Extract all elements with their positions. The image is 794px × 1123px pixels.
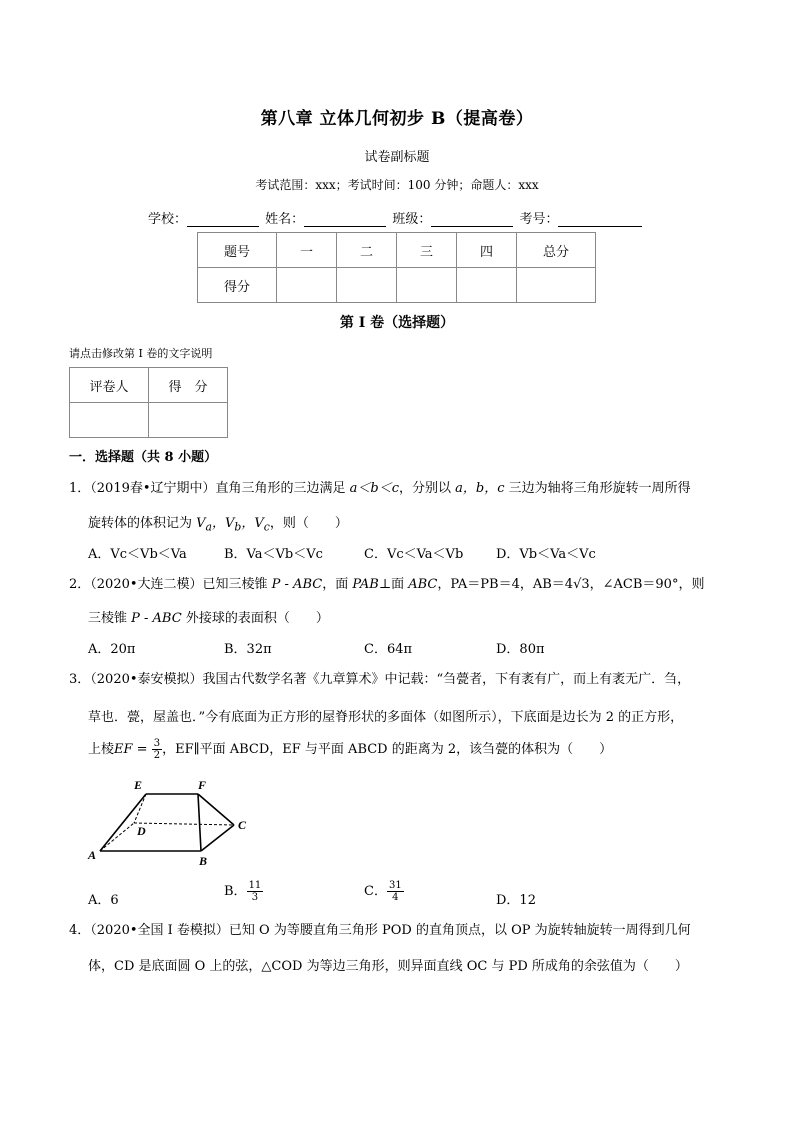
grader-cell[interactable]: [70, 403, 149, 438]
label-f: F: [198, 778, 207, 792]
score-table-header-row: [198, 233, 596, 268]
score-header-cell: 题号: [198, 233, 277, 268]
text: ，面: [322, 577, 353, 592]
math: $V_a$，$V_b$，$V_c$: [196, 516, 270, 534]
question-2-option-b[interactable]: B．32π: [224, 642, 272, 657]
question-3-option-b[interactable]: [224, 880, 263, 903]
score-header-cell: 三: [397, 233, 457, 268]
fraction-3-2: $\frac{3}{2}$: [153, 738, 161, 761]
score-header-cell: 总分: [517, 233, 596, 268]
text: ，PA＝PB＝4，AB＝4√3，∠ACB＝90°，则: [437, 577, 705, 592]
question-2-option-a[interactable]: A．20π: [88, 642, 136, 657]
label-c: C: [238, 818, 247, 832]
math: a＜b＜c: [349, 481, 400, 496]
question-1-line-2: [88, 512, 348, 534]
text: 1．（2019春•辽宁期中）直角三角形的三边满足: [69, 481, 350, 496]
grader-table: [69, 367, 228, 438]
exam-info: 考试范围：xxx；考试时间：100 分钟；命题人：xxx: [255, 178, 539, 192]
question-2-line-1: [69, 577, 704, 593]
question-1-option-a[interactable]: A．Vc＜Vb＜Va: [88, 547, 187, 562]
text: 外接球的表面积（ ）: [181, 611, 329, 626]
fraction-11-3: $\frac{11}{3}$: [248, 880, 262, 903]
text: 旋转体的体积记为: [88, 516, 197, 531]
math: EF: [114, 742, 133, 757]
grade-cell[interactable]: [149, 403, 228, 438]
class-field[interactable]: [431, 212, 513, 227]
polyhedron-figure: [86, 775, 256, 870]
label-b: B: [199, 854, 208, 868]
question-3-line-3: 上棱EF = $\frac{3}{2}$ ，EF∥平面 ABCD，EF 与平面 ABCD 的距离为 2，该刍甍的体积为（ ）: [88, 738, 613, 761]
question-2-option-d[interactable]: D．80π: [496, 642, 545, 657]
math: P - ABC: [271, 577, 323, 592]
edge-ed: [134, 794, 146, 823]
section-title: 第 I 卷（选择题）: [339, 315, 455, 331]
score-cell[interactable]: [397, 268, 457, 303]
score-cell[interactable]: [337, 268, 397, 303]
exam-no-label: 考号：: [519, 212, 559, 227]
edge-bc: [201, 825, 234, 851]
name-label: 姓名：: [265, 212, 305, 227]
school-field[interactable]: [187, 212, 259, 227]
edge-fb: [198, 794, 201, 851]
score-header-cell: 一: [277, 233, 337, 268]
school-label: 学校：: [148, 212, 188, 227]
text: 三边为轴将三角形旋转一周所得: [504, 481, 691, 496]
question-3-option-a[interactable]: A．6: [88, 893, 119, 908]
name-field[interactable]: [304, 212, 386, 227]
math: PAB: [352, 577, 379, 592]
option-letter: B．: [224, 884, 247, 899]
question-3-line-1: 3．（2020•泰安模拟）我国古代数学名著《九章算术》中记载：“刍甍者，下有袤有广，而上有袤无广．刍，: [69, 672, 691, 687]
text: ，分别以: [399, 481, 456, 496]
label-e: E: [134, 778, 143, 792]
question-1-line-1: [69, 481, 691, 497]
question-3-option-c[interactable]: [364, 880, 404, 903]
student-info-line: [148, 208, 644, 227]
question-1-option-b[interactable]: B．Va＜Vb＜Vc: [224, 547, 323, 562]
score-header-cell: 四: [457, 233, 517, 268]
question-2-line-2: [88, 607, 329, 626]
text: 三棱锥: [88, 611, 132, 626]
option-letter: C．: [364, 884, 387, 899]
section-note[interactable]: 请点击修改第 I 卷的文字说明: [69, 347, 213, 360]
score-cell[interactable]: [277, 268, 337, 303]
score-header-cell: 二: [337, 233, 397, 268]
question-1-option-c[interactable]: C．Vc＜Va＜Vb: [364, 547, 464, 562]
text: ，则（ ）: [269, 516, 348, 531]
page-subtitle: 试卷副标题: [364, 150, 430, 165]
grader-label: 评卷人: [70, 368, 149, 403]
question-3-option-d[interactable]: D．12: [496, 893, 536, 908]
question-1-option-d[interactable]: D．Vb＜Va＜Vc: [496, 547, 596, 562]
part-title: 一．选择题（共 8 小题）: [69, 450, 218, 465]
page-title: 第八章 立体几何初步 B（提高卷）: [260, 109, 534, 129]
score-cell[interactable]: [517, 268, 596, 303]
score-cell[interactable]: [457, 268, 517, 303]
score-row-label: 得分: [198, 268, 277, 303]
math: P - ABC: [131, 611, 182, 626]
edge-dc: [134, 823, 234, 825]
question-4-line-1: 4．（2020•全国 I 卷模拟）已知 O 为等腰直角三角形 POD 的直角顶点，以 OP 为旋转轴旋转一周得到几何: [69, 923, 691, 938]
math: ABC: [408, 577, 438, 592]
question-2-option-c[interactable]: C．64π: [364, 642, 413, 657]
score-table: [197, 232, 596, 303]
class-label: 班级：: [392, 212, 432, 227]
edge-fc: [198, 794, 234, 825]
text: ⊥面: [378, 577, 409, 592]
grade-label: 得 分: [149, 368, 228, 403]
text: 2．（2020•大连二模）已知三棱锥: [69, 577, 272, 592]
question-4-line-2: 体，CD 是底面圆 O 上的弦，△COD 为等边三角形，则异面直线 OC 与 PD 所成角的余弦值为（ ）: [88, 959, 688, 974]
score-table-score-row: [198, 268, 596, 303]
question-3-line-2: 草也．甍，屋盖也．”今有底面为正方形的屋脊形状的多面体（如图所示），下底面是边长为 2 的正方形，: [88, 710, 684, 725]
edge-ae: [100, 794, 146, 851]
exam-no-field[interactable]: [558, 212, 642, 227]
edge-ad: [100, 823, 134, 851]
text: 上棱: [88, 742, 115, 757]
fraction-31-4: $\frac{31}{4}$: [388, 880, 402, 903]
math: a，b，c: [455, 481, 505, 496]
text: ，EF∥平面 ABCD，EF 与平面 ABCD 的距离为 2，该刍甍的体积为（ ）: [162, 742, 613, 757]
label-d: D: [137, 824, 146, 838]
label-a: A: [88, 848, 97, 862]
